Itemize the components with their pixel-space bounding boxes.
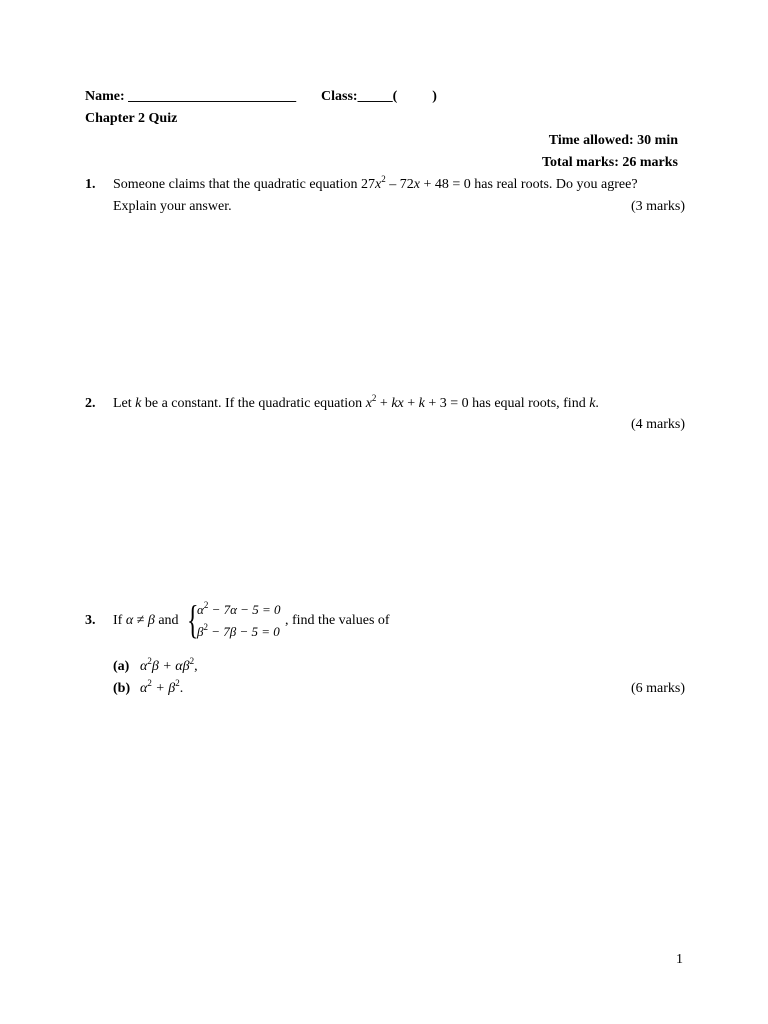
q1-eq-x: x: [375, 177, 382, 192]
part-a-end: ,: [194, 659, 198, 674]
class-field: [321, 89, 437, 105]
eq2-beta: β: [197, 624, 204, 639]
question-1-text-line2: Explain your answer.: [113, 199, 232, 214]
class-blank: _____( ): [357, 89, 437, 104]
q3-condition-expr: α ≠ β: [125, 613, 155, 628]
part-a-square-2: 2: [189, 656, 195, 666]
q2-text-d: +: [403, 396, 419, 411]
q1-eq-coef: 27: [361, 177, 376, 192]
name-blank: ________________________: [128, 89, 297, 104]
question-3-marks: (6 marks): [630, 681, 685, 696]
q2-text-c: +: [376, 396, 392, 411]
name-field: [85, 89, 296, 105]
eq1-square: 2: [203, 600, 209, 610]
q2-k3: k: [589, 396, 596, 411]
time-allowed: Time allowed: 30 min: [548, 133, 678, 148]
part-b-square-1: 2: [147, 678, 152, 688]
page-number: 1: [676, 952, 683, 967]
system-brace: {: [187, 597, 199, 642]
part-a-alpha: α: [140, 659, 148, 674]
q2-text-e: + 3 = 0 has equal roots, find: [424, 396, 590, 411]
q2-k2: k: [418, 396, 425, 411]
question-2-number: 2.: [85, 396, 96, 411]
part-a-expression: [140, 656, 198, 675]
system-equation-1: [197, 602, 280, 618]
part-a-mid: β + αβ: [151, 659, 190, 674]
question-3-condition: [113, 613, 179, 629]
question-1-number: 1.: [85, 177, 96, 192]
part-a-square-1: 2: [147, 656, 152, 666]
q1-equation: [361, 174, 471, 192]
q2-text-a: Let: [113, 396, 136, 411]
question-3-number: 3.: [85, 613, 96, 628]
q1-eq-mid: – 72: [385, 177, 414, 192]
q1-text-after: has real roots. Do you agree?: [470, 177, 638, 192]
question-2-marks: (4 marks): [630, 417, 685, 432]
part-b-alpha: α: [140, 681, 148, 696]
q1-eq-end: + 48 = 0: [419, 177, 471, 192]
total-marks: Total marks: 26 marks: [542, 155, 678, 170]
q2-text-b: be a constant. If the quadratic equation: [141, 396, 366, 411]
eq1-alpha: α: [197, 602, 204, 617]
question-3-find-text: , find the values of: [285, 613, 390, 628]
q2-k1: k: [135, 396, 142, 411]
part-b-mid: + β: [151, 681, 176, 696]
question-1-text: [113, 174, 638, 193]
q1-eq-x2: x: [413, 177, 420, 192]
q2-kx: kx: [391, 396, 404, 411]
quiz-title: Chapter 2 Quiz: [85, 111, 178, 126]
question-1-marks: (3 marks): [630, 199, 685, 214]
eq2-square: 2: [203, 622, 208, 632]
part-b-expression: [140, 678, 184, 697]
part-a-label: (a): [113, 659, 130, 674]
part-b-label: (b): [113, 681, 131, 696]
system-equation-2: [197, 624, 280, 640]
q2-square: 2: [371, 393, 377, 403]
eq2-rest: − 7β − 5 = 0: [207, 624, 280, 639]
name-label: Name:: [85, 89, 125, 104]
class-label: Class:: [321, 89, 358, 104]
q3-and-text: and: [154, 613, 179, 628]
q1-text-before: Someone claims that the quadratic equation: [113, 177, 362, 192]
q3-if-text: If: [113, 613, 126, 628]
q2-x: x: [365, 396, 372, 411]
eq1-rest: − 7α − 5 = 0: [208, 602, 281, 617]
q1-eq-square: 2: [381, 174, 386, 184]
q2-text-f: .: [595, 396, 599, 411]
part-b-square-2: 2: [175, 678, 180, 688]
part-b-end: .: [179, 681, 184, 696]
question-2-text: [113, 393, 599, 412]
